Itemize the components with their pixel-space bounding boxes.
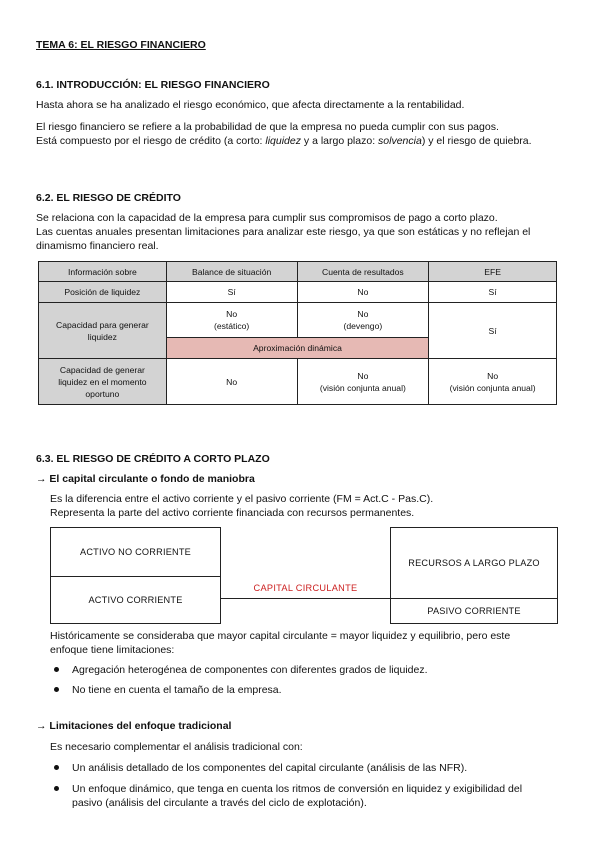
section-6-3-heading: 6.3. EL RIESGO DE CRÉDITO A CORTO PLAZO <box>36 453 270 465</box>
s3-historic-1: Históricamente se consideraba que mayor capital circulante = mayor liquidez y equilibrio, pero este <box>50 630 511 642</box>
cell-line: No <box>226 309 238 319</box>
cell-line: (estático) <box>213 321 250 331</box>
cell-line: (visión conjunta anual) <box>449 382 536 393</box>
row-label-oportuno <box>39 359 167 405</box>
table-cell <box>297 303 429 338</box>
table-row <box>39 282 557 303</box>
row-label-posicion: Posición de liquidez <box>39 282 167 303</box>
aproximacion-dinamica-cell: Aproximación dinámica <box>166 338 428 359</box>
bullet-tamano: No tiene en cuenta el tamaño de la empresa. <box>72 684 282 696</box>
bullet-enfoque-dinamico-2: pasivo (análisis del circulante a través del ciclo de explotación). <box>72 797 367 809</box>
table-row <box>39 303 557 338</box>
s2-line-1: Se relaciona con la capacidad de la empresa para cumplir sus compromisos de pago a corto plazo. <box>36 212 498 224</box>
s1-p3-b: y a largo plazo: <box>300 135 379 147</box>
table-cell: No <box>297 282 429 303</box>
label-line: Capacidad para generar <box>56 319 149 330</box>
bullet-icon <box>54 784 62 792</box>
cell-line: No <box>487 370 499 381</box>
table-row <box>39 359 557 405</box>
label-line: liquidez <box>87 331 117 342</box>
s1-p3-a: Está compuesto por el riesgo de crédito (a corto: <box>36 135 266 147</box>
bullet-agregacion: Agregación heterogénea de componentes con diferentes grados de liquidez. <box>72 664 428 676</box>
table-cell <box>429 359 557 405</box>
cell-line: No <box>357 309 369 319</box>
table-cell: No <box>166 359 297 405</box>
cell-line: (visión conjunta anual) <box>319 382 406 393</box>
label-line: liquidez en el momento <box>58 376 147 387</box>
bullet-analisis-nfr: Un análisis detallado de los componentes del capital circulante (análisis de las NFR). <box>72 762 468 774</box>
section-6-2-heading: 6.2. EL RIESGO DE CRÉDITO <box>36 192 181 204</box>
s3-definition-2: Representa la parte del activo corriente financiada con recursos permanentes. <box>50 507 415 519</box>
solvencia-term: solvencia <box>378 135 422 147</box>
s3-historic-2: enfoque tiene limitaciones: <box>50 644 175 656</box>
section-6-1-heading: 6.1. INTRODUCCIÓN: EL RIESGO FINANCIERO <box>36 79 270 91</box>
cell-line: No <box>357 370 369 381</box>
s3-complementar: Es necesario complementar el análisis tradicional con: <box>50 741 303 753</box>
recursos-largo-plazo-box: RECURSOS A LARGO PLAZO <box>390 527 558 599</box>
s1-paragraph-2: El riesgo financiero se refiere a la probabilidad de que la empresa no pueda cumplir con sus pagos. <box>36 121 499 133</box>
activo-corriente-box: ACTIVO CORRIENTE <box>50 576 221 624</box>
subheading-capital-circulante: → El capital circulante o fondo de maniobra <box>36 473 255 485</box>
pasivo-corriente-box: PASIVO CORRIENTE <box>390 598 558 624</box>
capital-circulante-label: CAPITAL CIRCULANTE <box>221 577 390 599</box>
table-cell <box>166 303 297 338</box>
table-cell: Sí <box>429 303 557 359</box>
header-resultados: Cuenta de resultados <box>297 262 429 282</box>
header-balance: Balance de situación <box>166 262 297 282</box>
table-cell <box>297 359 429 405</box>
label-line: oportuno <box>85 388 120 399</box>
header-efe: EFE <box>429 262 557 282</box>
s2-line-3: dinamismo financiero real. <box>36 240 159 252</box>
document-title: TEMA 6: EL RIESGO FINANCIERO <box>36 39 206 51</box>
credit-risk-comparison-table <box>38 261 557 405</box>
subheading-limitaciones: → Limitaciones del enfoque tradicional <box>36 720 232 732</box>
bullet-icon <box>54 763 62 771</box>
s1-p3-c: ) y el riesgo de quiebra. <box>421 135 532 147</box>
table-header-row <box>39 262 557 282</box>
row-label-capacidad <box>39 303 167 359</box>
label-line: Capacidad de generar <box>59 364 145 375</box>
s1-paragraph-1: Hasta ahora se ha analizado el riesgo económico, que afecta directamente a la rentabilidad. <box>36 99 465 111</box>
table-cell: Sí <box>429 282 557 303</box>
header-info: Información sobre <box>39 262 167 282</box>
s2-line-2: Las cuentas anuales presentan limitaciones para analizar este riesgo, ya que son estáticas y no reflejan el <box>36 226 531 238</box>
bullet-icon <box>54 685 62 693</box>
activo-no-corriente-box: ACTIVO NO CORRIENTE <box>50 527 221 577</box>
s3-definition-1: Es la diferencia entre el activo corriente y el pasivo corriente (FM = Act.C - Pas.C). <box>50 493 434 505</box>
liquidez-term: liquidez <box>265 135 301 147</box>
bullet-icon <box>54 665 62 673</box>
table-cell: Sí <box>166 282 297 303</box>
cell-line: (devengo) <box>343 321 383 331</box>
bullet-enfoque-dinamico-1: Un enfoque dinámico, que tenga en cuenta los ritmos de conversión en liquidez y exigibilidad del <box>72 783 523 795</box>
s1-paragraph-3 <box>36 134 532 148</box>
